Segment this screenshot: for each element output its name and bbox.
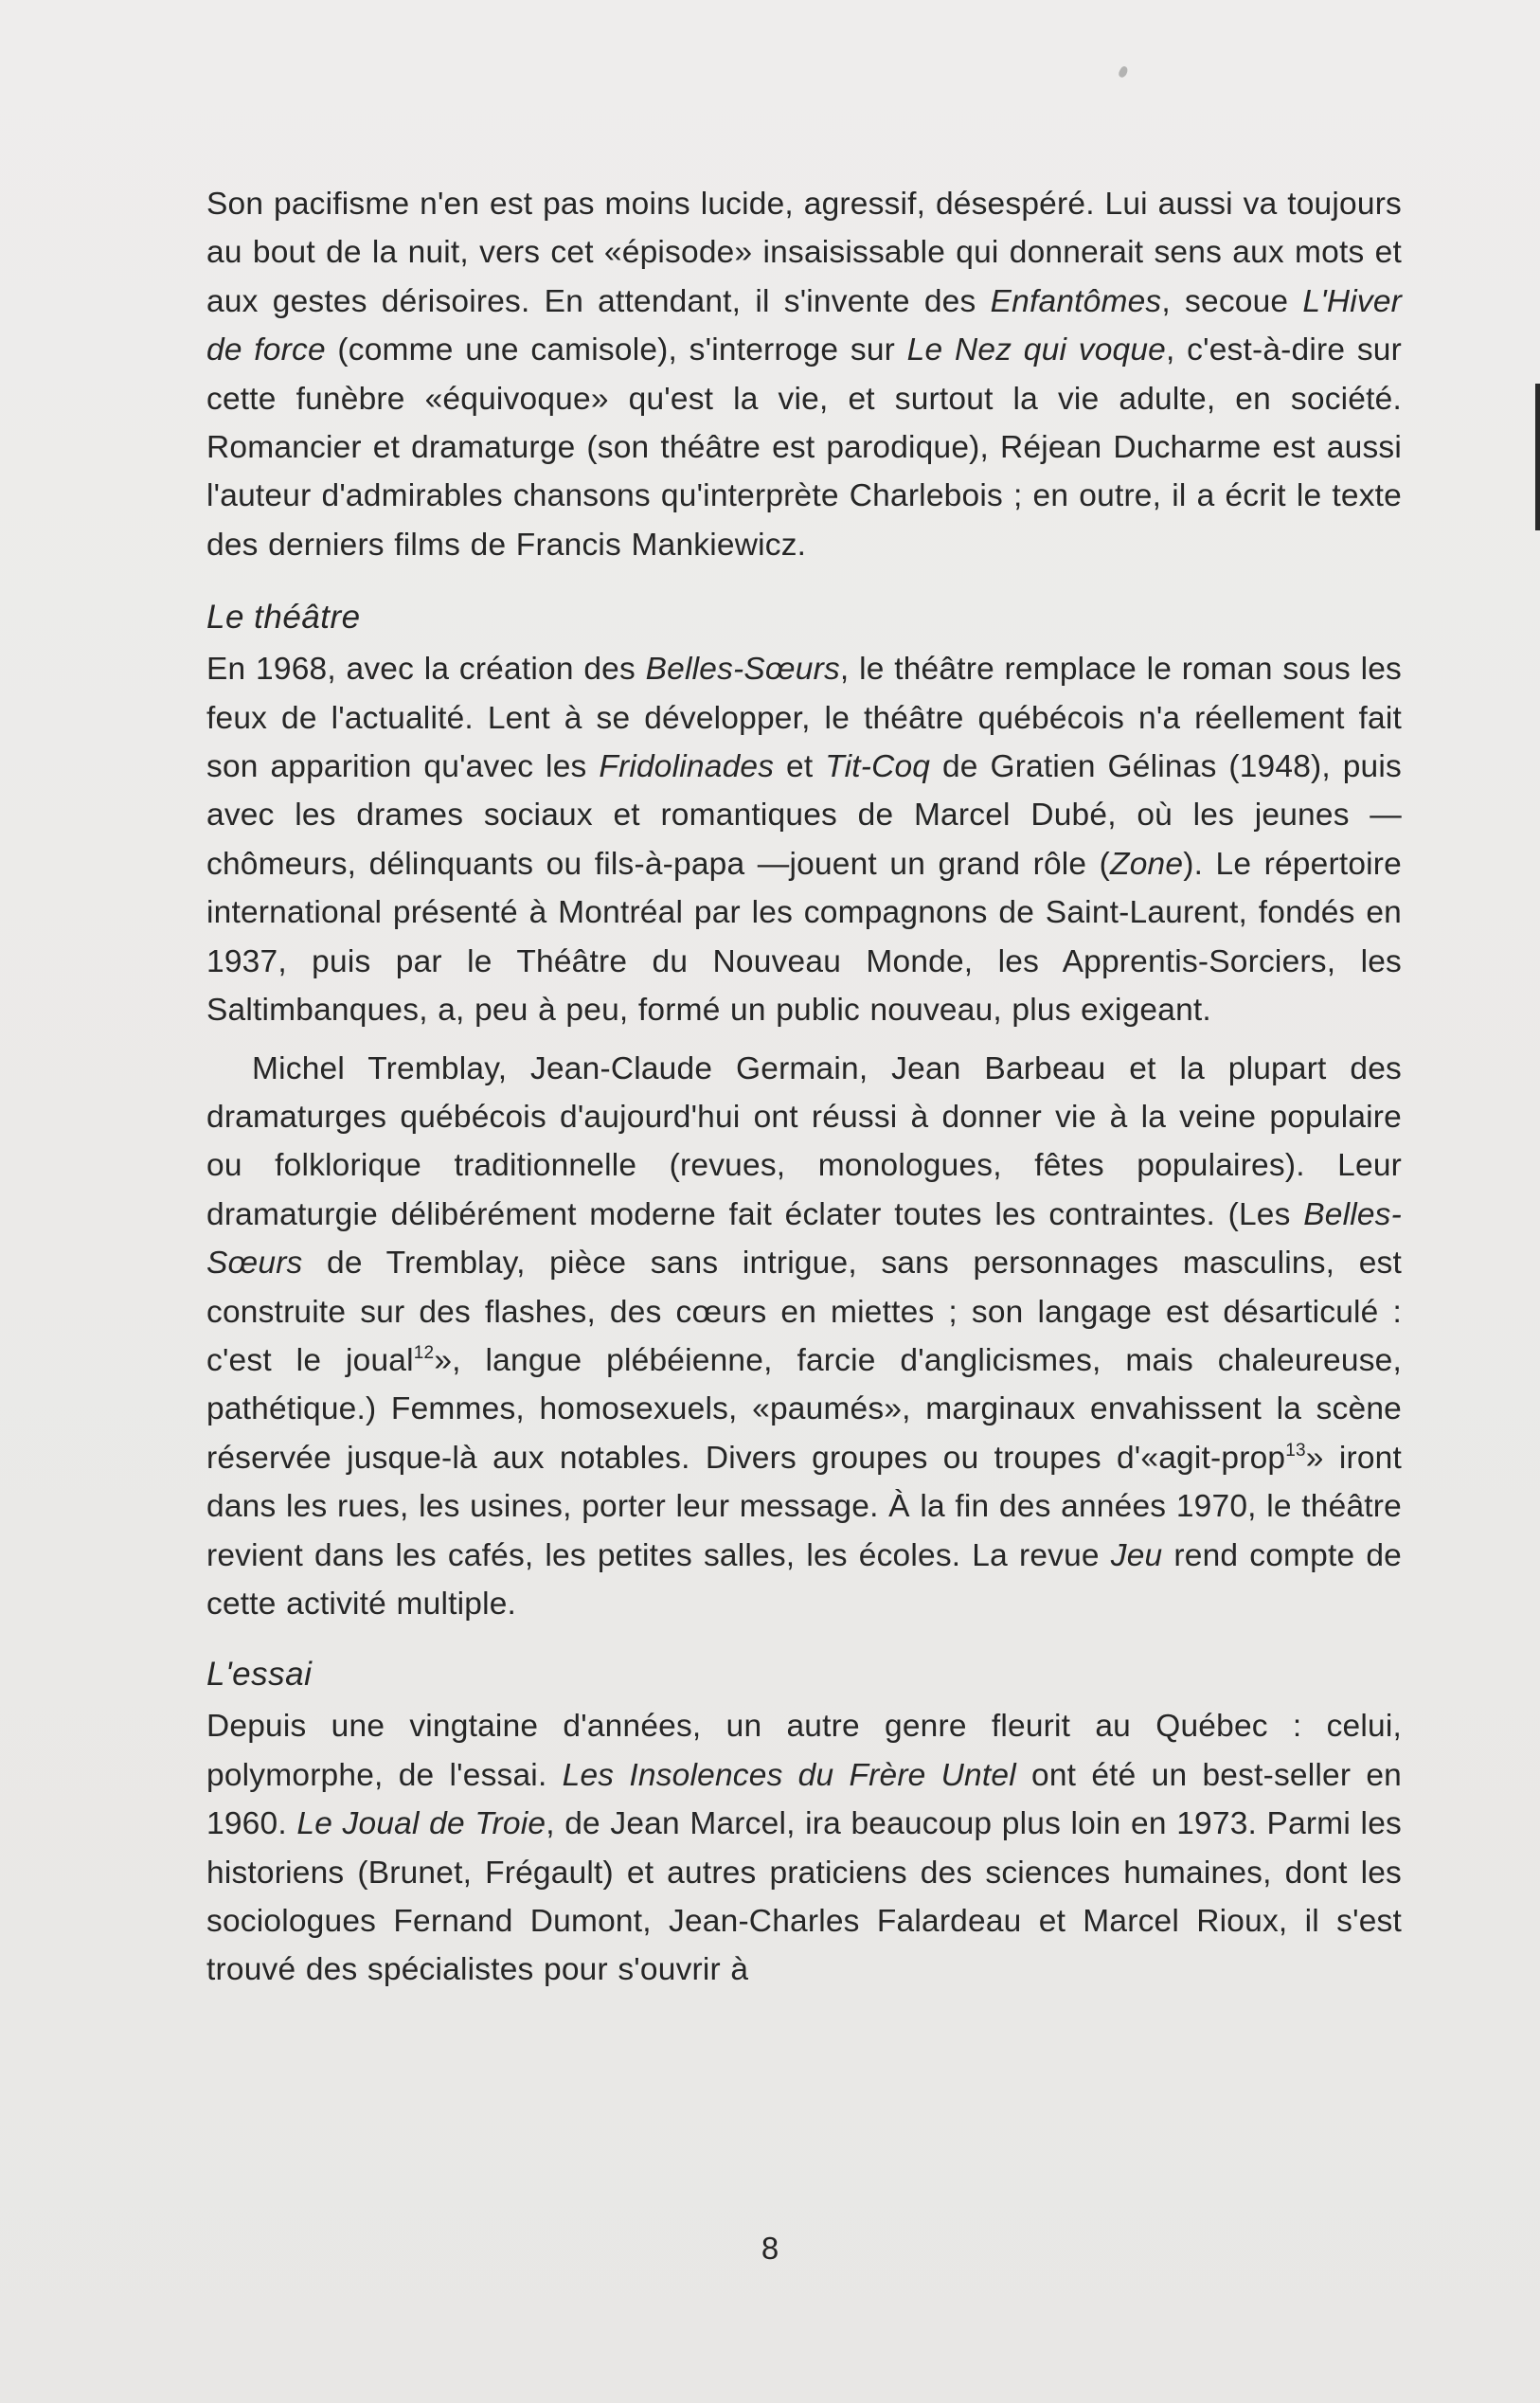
text-run: Son pacifisme n'en est pas moins lucide, agressif, désespéré. Lui aussi va toujours au bout de la nuit, vers cet «épisode» insaisissable qui donnerait sens aux mots et aux gestes dérisoires. En attendant, il s'invente des	[206, 187, 1402, 319]
text-run: » iront dans les rues, les usines, porter leur message. À la fin des années 1970, le théâtre revient dans les cafés, les petites salles, les écoles. La revue	[206, 1440, 1402, 1573]
page-body	[206, 180, 1402, 1995]
footnote-ref-12: 12	[413, 1342, 435, 1363]
section-heading-essai: L'essai	[206, 1656, 313, 1694]
title-joual-de-troie: Le Joual de Troie	[296, 1806, 546, 1842]
paragraph-theatre-2	[206, 1045, 1402, 1629]
title-nez-qui-voque: Le Nez qui voque	[906, 332, 1167, 368]
text-run: », langue plébéienne, farcie d'anglicismes, mais chaleureuse, pathétique.) Femmes, homosexuels, «paumés», marginaux envahissent la scène réservée jusque-là aux notables. Divers groupes ou troupes d'«agit-prop	[206, 1342, 1402, 1476]
page-number: 8	[761, 2231, 779, 2266]
title-hiver-de-force: L'Hiver de force	[206, 283, 1403, 368]
text-run: rend compte de cette activité multiple.	[206, 1537, 1402, 1622]
title-zone: Zone	[1110, 846, 1184, 882]
text-run: et	[774, 749, 826, 785]
title-belles-soeurs: Belles-Sœurs	[645, 652, 840, 688]
text-run: , c'est-à-dire sur cette funèbre «équivoque» qu'est la vie, et surtout la vie adulte, en société. Romancier et dramaturge (son théâtre est parodique), Réjean Ducharme est aussi l'auteur d'admirables chansons qu'interprète Charlebois ; en outre, il a écrit le texte des derniers films de Francis Mankiewicz.	[206, 332, 1402, 563]
paper-speck	[1118, 65, 1130, 79]
text-run: ). Le répertoire international présenté à Montréal par les compagnons de Saint-Laurent, fondés en 1937, puis par le Théâtre du Nouveau Monde, les Apprentis-Sorciers, les Saltimbanques, a, peu à peu, formé un public nouveau, plus exigeant.	[206, 846, 1402, 1029]
text-run: Depuis une vingtaine d'années, un autre genre fleurit au Québec : celui, polymorphe, de l'essai.	[206, 1709, 1402, 1793]
title-enfantomes: Enfantômes	[990, 283, 1162, 319]
title-insolences: Les Insolences du Frère Untel	[562, 1757, 1016, 1793]
text-run: (comme une camisole), s'interroge sur	[325, 332, 907, 368]
text-run: Michel Tremblay, Jean-Claude Germain, Jean Barbeau et la plupart des dramaturges québécois d'aujourd'hui ont réussi à donner vie à la veine populaire ou folklorique traditionnelle (revues, monologues, fêtes populaires). Leur dramaturgie délibérément moderne fait éclater toutes les contraintes. (Les	[206, 1050, 1402, 1232]
text-run: ont été un best-seller en 1960.	[206, 1757, 1403, 1842]
text-run: de Gratien Gélinas (1948), puis avec les drames sociaux et romantiques de Marcel Dubé, où les jeunes — chômeurs, délinquants ou fils-à-papa —jouent un grand rôle (	[206, 749, 1402, 882]
paragraph-theatre-1	[206, 645, 1402, 1034]
page-edge-mark	[1535, 384, 1540, 530]
footnote-ref-13: 13	[1285, 1440, 1306, 1461]
title-tit-coq: Tit-Coq	[825, 749, 931, 785]
text-run: , le théâtre remplace le roman sous les feux de l'actualité. Lent à se développer, le théâtre québécois n'a réellement fait son apparition qu'avec les	[206, 652, 1402, 785]
text-run: , secoue	[1161, 283, 1303, 319]
paragraph-ducharme	[206, 180, 1402, 569]
text-run: En 1968, avec la création des	[206, 652, 646, 688]
section-heading-theatre: Le théâtre	[206, 599, 361, 637]
text-run: , de Jean Marcel, ira beaucoup plus loin en 1973. Parmi les historiens (Brunet, Frégault) et autres praticiens des sciences humaines, dont les sociologues Fernand Dumont, Jean-Charles Falardeau et Marcel Rioux, il s'est trouvé des spécialistes pour s'ouvrir à	[206, 1806, 1402, 1988]
title-fridolinades: Fridolinades	[599, 749, 775, 785]
paragraph-essai-1	[206, 1702, 1402, 1994]
title-belles-soeurs: Belles-Sœurs	[206, 1196, 1402, 1282]
title-jeu: Jeu	[1110, 1537, 1163, 1573]
text-run: de Tremblay, pièce sans intrigue, sans personnages masculins, est construite sur des flashes, des cœurs en miettes ; son langage est désarticulé : c'est le joual	[206, 1246, 1402, 1378]
